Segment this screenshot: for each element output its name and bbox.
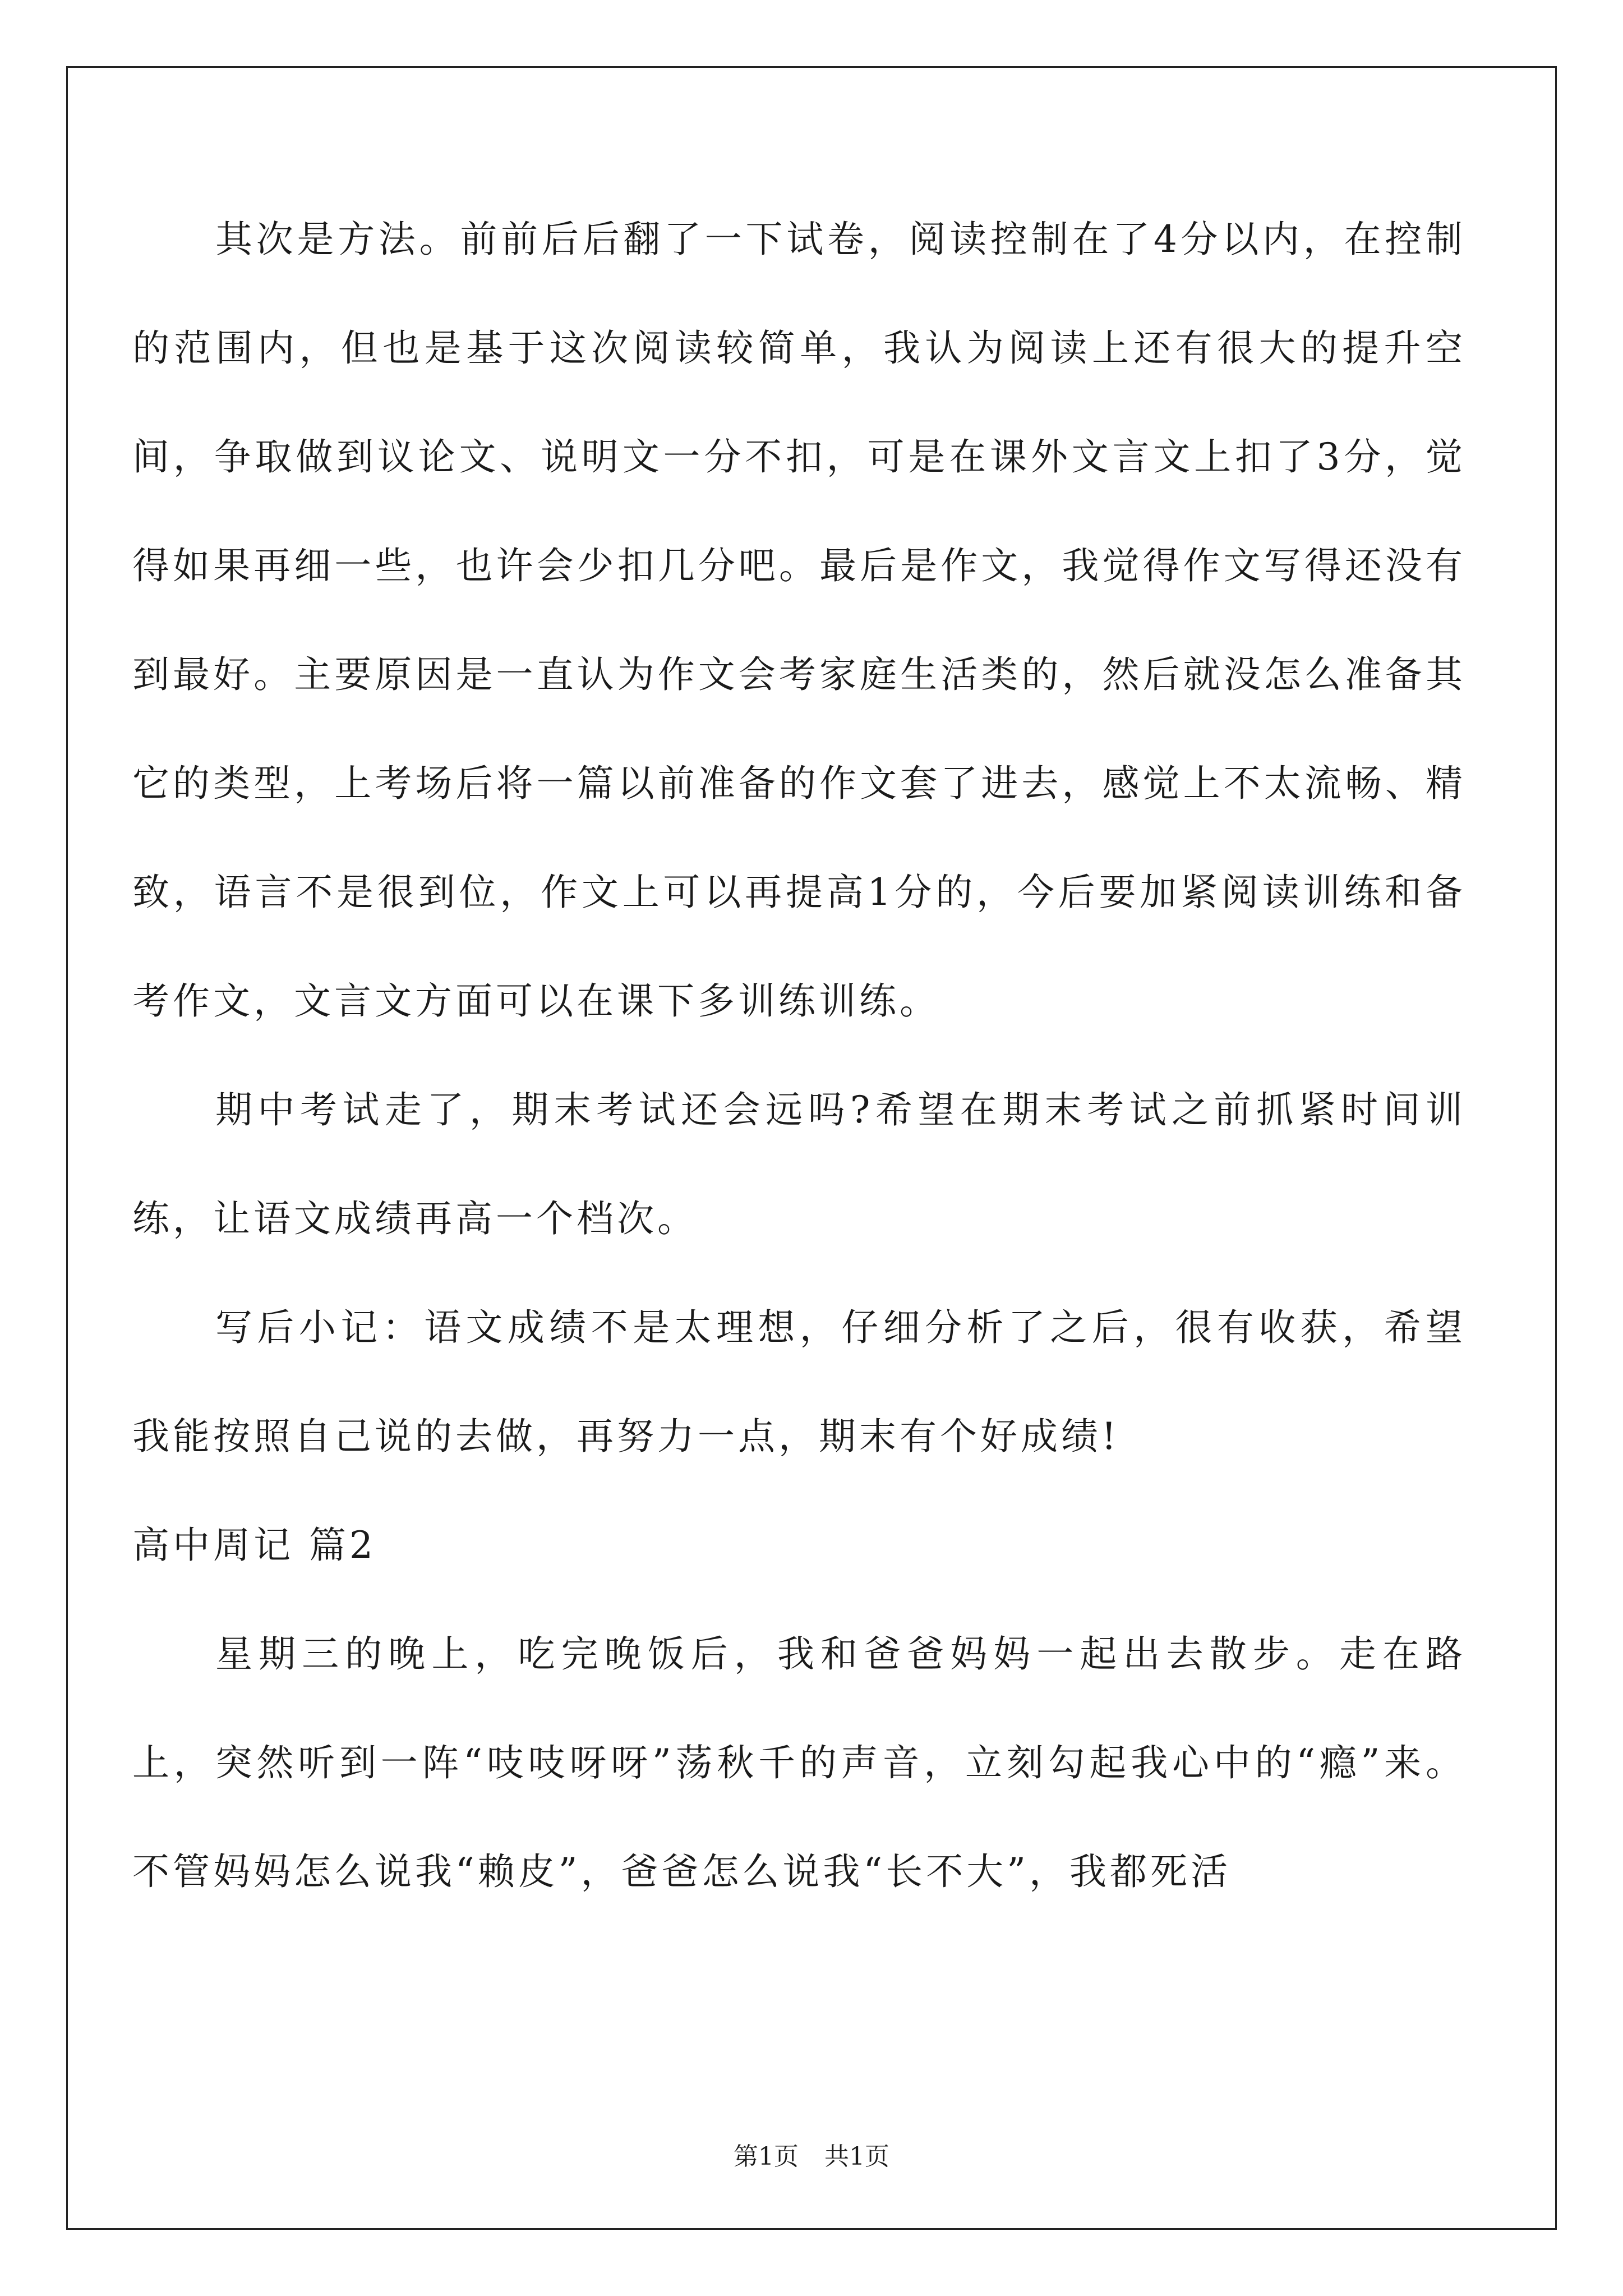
page-total: 共1页 [824, 2142, 889, 2171]
section-heading: 高中周记 篇2 [132, 1524, 376, 1567]
page-number: 第1页 [734, 2142, 799, 2171]
page-footer [0, 2136, 1623, 2172]
paragraph: 其次是方法。前前后后翻了一下试卷，阅读控制在了4分以内，在控制的范围内，但也是基于这次阅读较简单，我认为阅读上还有很大的提升空间，争取做到议论文、说明文一分不扣，可是在课外文言文上扣了3分，觉得如果再细一些，也许会少扣几分吧。最后是作文，我觉得作文写得还没有到最好。主要原因是一直认为作文会考家庭生活类的，然后就没怎么准备其它的类型，上考场后将一篇以前准备的作文套了进去，感觉上不太流畅、精致，语言不是很到位，作文上可以再提高1分的，今后要加紧阅读训练和备考作文，文言文方面可以在课下多训练训练。 [132, 218, 1466, 1023]
paragraph: 期中考试走了，期末考试还会远吗?希望在期末考试之前抓紧时间训练，让语文成绩再高一个档次。 [132, 1088, 1466, 1240]
paragraph: 星期三的晚上，吃完晚饭后，我和爸爸妈妈一起出去散步。走在路上，突然听到一阵“吱吱呀呀”荡秋千的声音，立刻勾起我心中的“瘾”来。不管妈妈怎么说我“赖皮”，爸爸怎么说我“长不大”，我都死活 [132, 1632, 1466, 1893]
paragraph: 写后小记：语文成绩不是太理想，仔细分析了之后，很有收获，希望我能按照自己说的去做，再努力一点，期末有个好成绩! [132, 1306, 1466, 1458]
document-body [132, 185, 1466, 1926]
